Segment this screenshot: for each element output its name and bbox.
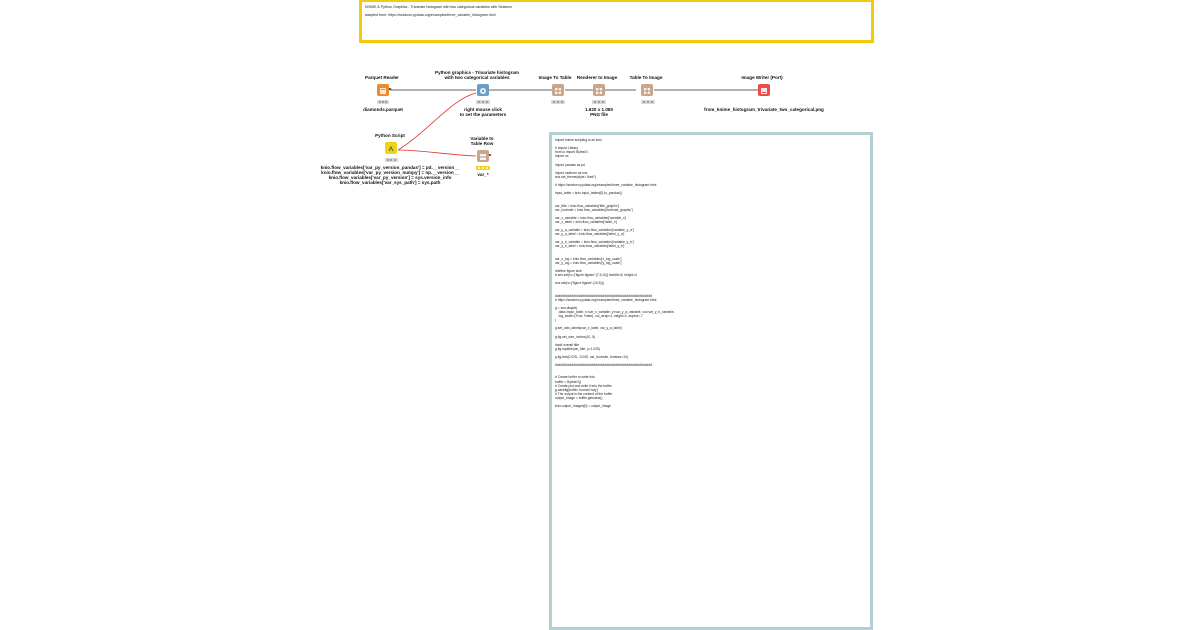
- renderer-to-image-label-1: 1.920 x 1.080: [584, 107, 614, 112]
- image-writer-node[interactable]: [758, 84, 770, 96]
- renderer-to-image-label-2: PNG file: [590, 112, 608, 117]
- file-writer-icon: [758, 85, 770, 97]
- python-script-label-3: knio.flow_variables['var_py_version'] = sys.version_info: [328, 175, 452, 180]
- file-reader-icon: [377, 85, 389, 97]
- python-script-node[interactable]: [385, 142, 397, 154]
- render-convert-icon: [593, 85, 605, 97]
- python-graphics-title-1: Python graphics - Trivariate histogram: [435, 70, 519, 75]
- flow-variable-wire-to-python[interactable]: [398, 93, 476, 150]
- python-view-icon: [477, 85, 489, 97]
- parquet-reader-label: diamonds.parquet: [363, 107, 403, 112]
- python-script-icon: [385, 143, 397, 155]
- image-to-table-title: Image To Table: [538, 75, 572, 80]
- parquet-reader-node[interactable]: [377, 84, 389, 96]
- python-script-status: [385, 158, 398, 162]
- variable-to-table-row-output-port[interactable]: [489, 154, 492, 156]
- variable-to-table-row-node[interactable]: [477, 150, 489, 162]
- python-graphics-node[interactable]: [477, 84, 489, 96]
- variable-to-table-row-title-2: Table Row: [470, 141, 494, 146]
- table-to-image-title: Table To Image: [629, 75, 663, 80]
- annotation-title-text: KNIME & Python Graphics - Trivariate histogram with two categorical variables with Seaborn: [365, 5, 512, 9]
- python-script-label-4: knio.flow_variables['var_sys_path'] = sys.path: [339, 180, 441, 185]
- python-script-label-2: knio.flow_variables['var_py_version_numpy'] = np.__version__: [321, 170, 459, 175]
- annotation-source-text: adapted from: https://seaborn.pydata.org/examples/three_variable_histogram.html: [365, 13, 496, 17]
- renderer-to-image-title: Renderer to Image: [576, 75, 618, 80]
- image-to-table-node[interactable]: [552, 84, 564, 96]
- python-script-title: Python Script: [375, 133, 405, 138]
- image-to-table-status: [551, 100, 565, 104]
- image-writer-label: from_knime_histogram_trivariate_two_categorical.png: [704, 107, 824, 112]
- variable-table-icon: [477, 151, 489, 163]
- table-to-image-status: [641, 100, 655, 104]
- flow-variable-wire-to-variable-table[interactable]: [398, 150, 476, 156]
- renderer-to-image-status: [592, 100, 606, 104]
- variable-to-table-row-title-1: Variable to: [470, 136, 494, 141]
- python-graphics-status: [476, 100, 490, 104]
- python-graphics-label-1: right mouse click: [464, 107, 502, 112]
- variable-to-table-row-status: [476, 166, 490, 170]
- image-convert-icon: [641, 85, 653, 97]
- renderer-to-image-node[interactable]: [593, 84, 605, 96]
- variable-to-table-row-label: var_*: [477, 172, 489, 177]
- table-convert-icon: [552, 85, 564, 97]
- parquet-reader-status: [377, 100, 389, 104]
- python-script-label-1: knio.flow_variables['var_py_version_pandas'] = pd.__version__: [320, 165, 460, 170]
- parquet-reader-title: Parquet Reader: [365, 75, 399, 80]
- python-code-text: import knime.scripting.io as knio # Import Library from io import BytesIO import os import pandas as pd import seaborn as sns sns.set_theme(style="dark") # https://seaborn.pydata.org/examples/three_variable_histogram.html input_table = knio.input_tables[0].to_pandas() var_title = knio.flow_variables['title_graphic'] var_footnote = knio.flow_variables['footnote_graphic'] var_x_variable = knio.flow_variables['variable_x'] var_x_label = knio.flow_variables['label_x'] var_y_a_variable = knio.flow_variables['variable_y_a'] var_y_a_label = knio.flow_variables['label_y_a'] var_y_b_variable = knio.flow_variables['variable_y_b'] var_y_b_label = knio.flow_variables['label_y_b'] var_x_log = knio.flow_variables['x_log_scale'] var_y_log = knio.flow_variables['y_log_scale'] #define figure size # sns.set(rc={'figure.figsize':(7.5,10)} #width=8, height=4 sns.set(rc={'figure.figsize':(10,5)}) ##################################################### # https://seaborn.pydata.org/examples/three_variable_histogram.html g = sns.displot( data=input_table, x=var_x_variable, y=var_y_a_variable, col=var_y_b_variable, log_scale=(True, False), col_wrap=4, height=4, aspect=.7 ) g.set_axis_labels(var_x_label, var_y_a_label) g.fig.set_size_inches(10, 5) #add overall title g.fig.suptitle(var_title, y=1.025) g.fig.text(0.025, -0.025, var_footnote, fontsize=10) ##################################################### # Create buffer to write into buffer = BytesIO() # Create plot and write it into the buffer g.savefig(buffer, format='svg') # The output is the content of the buffer output_image = buffer.getvalue() knio.output_images[0] = output_image: [555, 138, 675, 409]
- image-writer-title: Image Writer (Port): [741, 75, 783, 80]
- python-graphics-label-2: to set the parameters: [459, 112, 507, 117]
- table-to-image-node[interactable]: [641, 84, 653, 96]
- python-graphics-title-2: with two categorical variables: [444, 75, 510, 80]
- parquet-reader-output-port[interactable]: [389, 88, 392, 90]
